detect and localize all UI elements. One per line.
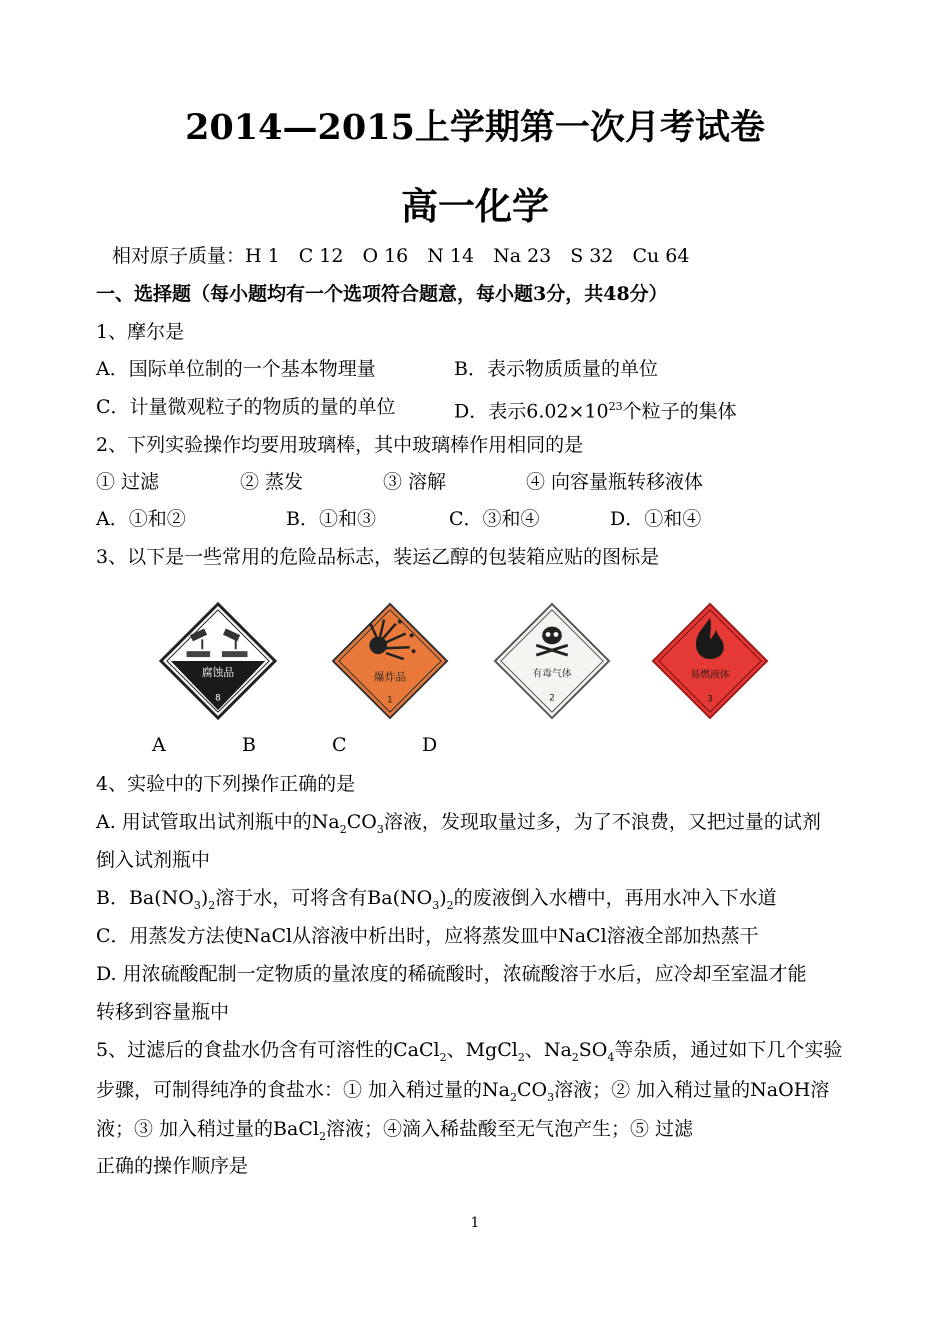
q5-line1: 5、过滤后的食盐水仍含有可溶性的CaCl$_2$、MgCl$_2$、$Na_2SO_4$等杂质，通过如下几个实验 <box>96 1039 843 1064</box>
q2-option-c: C．③和④ <box>449 508 540 530</box>
q4-stem: 4、实验中的下列操作正确的是 <box>96 773 356 795</box>
sign-letter-a: A <box>152 734 166 756</box>
q2-option-d: D．①和④ <box>610 508 702 530</box>
page-number: 1 <box>470 1215 480 1231</box>
q2-op-1: ① 过滤 <box>96 471 160 493</box>
q2-op-4: ④ 向容量瓶转移液体 <box>526 471 704 493</box>
sign-d-label: 易燃液体 <box>690 669 730 681</box>
corrosive-sign-icon <box>159 602 277 720</box>
q4-option-d-line1: D. 用浓硫酸配制一定物质的量浓度的稀硫酸时，浓硫酸溶于水后，应冷却至室温才能 <box>96 963 807 985</box>
q5-line4: 正确的操作顺序是 <box>96 1155 249 1177</box>
q4-option-c: C．用蒸发方法使NaCl从溶液中析出时，应将蒸发皿中NaCl溶液全部加热蒸干 <box>96 925 759 947</box>
sign-b-label: 爆炸品 <box>373 670 407 684</box>
q1-stem: 1、摩尔是 <box>96 321 185 343</box>
toxic-gas-sign-icon <box>493 602 611 720</box>
sign-letter-c: C <box>332 734 347 756</box>
sign-c-number: 2 <box>549 693 555 704</box>
explosive-sign-icon <box>331 602 449 720</box>
q1-option-c: C．计量微观粒子的物质的量的单位 <box>96 396 396 418</box>
q2-op-3: ③ 溶解 <box>383 471 447 493</box>
section-heading: 一、选择题（每小题均有一个选项符合题意，每小题3分，共48分） <box>96 283 668 305</box>
q2-option-a: A．①和② <box>96 508 186 530</box>
q4-option-b: B．$Ba(NO_3)_2$溶于水，可将含有$Ba(NO_3)_2$的废液倒入水槽中，再用水冲入下水道 <box>96 887 777 912</box>
sign-a-label: 腐蚀品 <box>201 665 235 679</box>
q1-option-b: B．表示物质质量的单位 <box>454 358 658 380</box>
q4-option-d-line2: 转移到容量瓶中 <box>96 1001 230 1023</box>
sign-letter-b: B <box>242 734 256 756</box>
q3-stem: 3、以下是一些常用的危险品标志，装运乙醇的包装箱应贴的图标是 <box>96 546 660 568</box>
q2-op-2: ② 蒸发 <box>240 471 304 493</box>
q2-option-b: B．①和③ <box>286 508 376 530</box>
sign-d-number: 3 <box>707 694 713 705</box>
q5-line2: 步骤，可制得纯净的食盐水：① 加入稍过量的$Na_2CO_3$溶液；② 加入稍过量的NaOH溶 <box>96 1079 830 1104</box>
sign-a-number: 8 <box>215 693 221 704</box>
q4-option-a-line1: A. 用试管取出试剂瓶中的$Na_2CO_3$溶液，发现取量过多，为了不浪费，又把过量的试剂 <box>96 811 821 836</box>
q1-option-d: D．表示$6.02\times 10^{23}$个粒子的集体 <box>454 400 737 423</box>
flammable-liquid-sign-icon <box>651 602 769 720</box>
sign-c-label: 有毒气体 <box>532 668 572 680</box>
sign-b-number: 1 <box>387 695 393 706</box>
atomic-masses: 相对原子质量：H 1 C 12 O 16 N 14 Na 23 S 32 Cu 64 <box>112 245 690 267</box>
q4-option-a-line2: 倒入试剂瓶中 <box>96 849 211 871</box>
q5-line3: 液；③ 加入稍过量的BaCl$_2$溶液；④滴入稀盐酸至无气泡产生；⑤ 过滤 <box>96 1118 693 1143</box>
subject-title: 高一化学 <box>401 184 549 228</box>
q1-option-a: A．国际单位制的一个基本物理量 <box>96 358 376 380</box>
exam-title: 2014—2015上学期第一次月考试卷 <box>185 107 765 148</box>
sign-letter-d: D <box>422 734 438 756</box>
q2-stem: 2、下列实验操作均要用玻璃棒，其中玻璃棒作用相同的是 <box>96 434 584 456</box>
